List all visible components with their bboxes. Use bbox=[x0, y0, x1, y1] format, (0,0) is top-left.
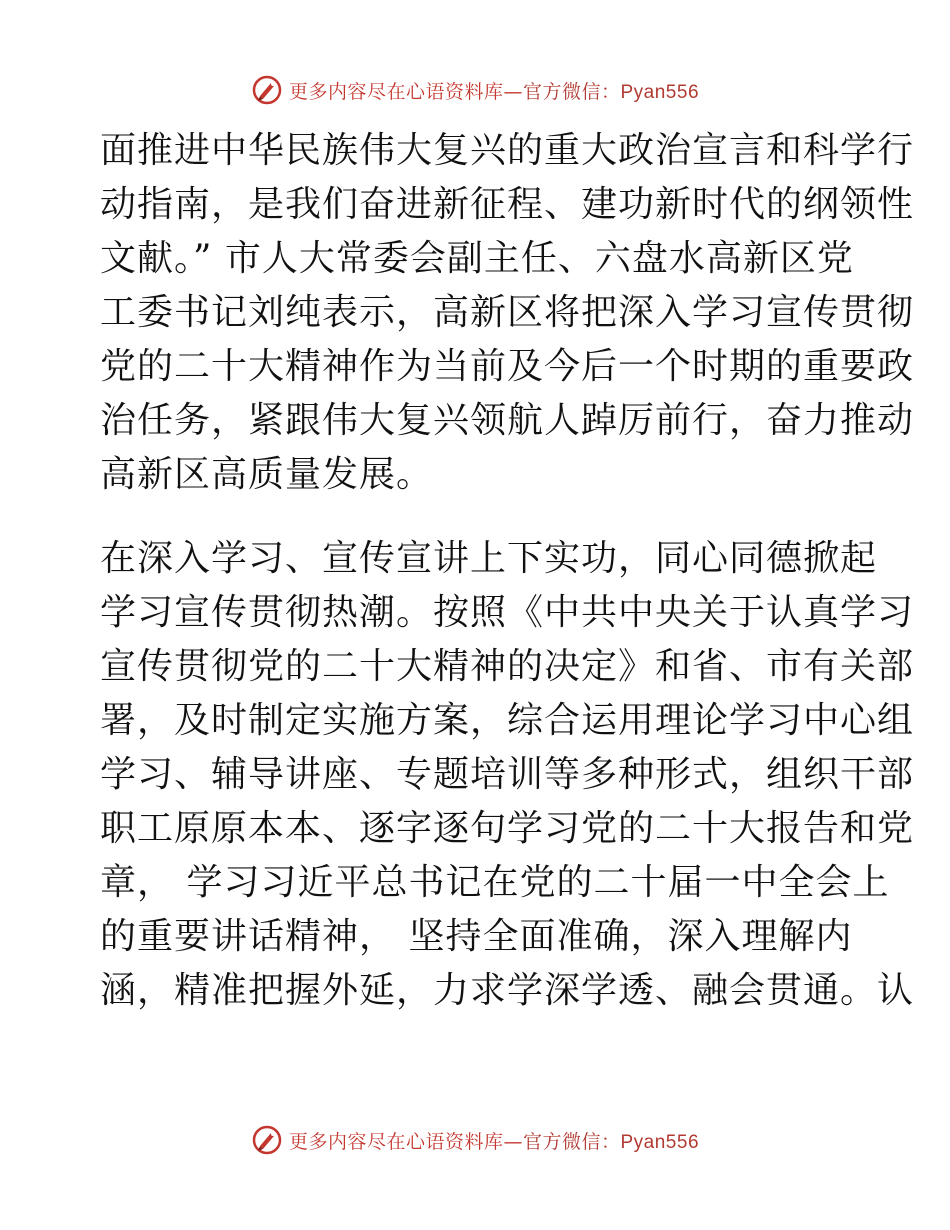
text-line: 学习宣传贯彻热潮。按照《中共中央关于认真学习 bbox=[100, 592, 915, 633]
text-line: 章， 学习习近平总书记在党的二十届一中全会上 bbox=[100, 862, 890, 903]
header-banner bbox=[0, 70, 950, 110]
text-line: 署，及时制定实施方案，综合运用理论学习中心组 bbox=[100, 700, 915, 741]
footer-banner bbox=[0, 1120, 950, 1160]
text-line: 在深入学习、宣传宣讲上下实功，同心同德掀起 bbox=[100, 538, 878, 579]
pen-logo-icon bbox=[251, 1124, 283, 1156]
text-line: 宣传贯彻党的二十大精神的决定》和省、市有关部 bbox=[100, 646, 915, 687]
banner-prefix: 更多内容尽在心语资料库— bbox=[288, 80, 523, 103]
text-line: 职工原原本本、逐字逐句学习党的二十大报告和党 bbox=[100, 808, 915, 849]
banner-text bbox=[289, 1127, 699, 1154]
text-line: 工委书记刘纯表示，高新区将把深入学习宣传贯彻 bbox=[100, 292, 915, 333]
text-line: 面推进中华民族伟大复兴的重大政治宣言和科学行 bbox=[100, 130, 915, 171]
text-line: 学习、辅导讲座、专题培训等多种形式，组织干部 bbox=[100, 754, 915, 795]
banner-prefix: 更多内容尽在心语资料库— bbox=[288, 1130, 523, 1153]
document-body bbox=[100, 124, 915, 1018]
text-line: 的重要讲话精神， 坚持全面准确，深入理解内 bbox=[100, 916, 853, 957]
banner-wechat-id: Pyan556 bbox=[620, 81, 700, 103]
paragraph-1 bbox=[100, 124, 915, 502]
text-line: 文献。” 市人大常委会副主任、六盘水高新区党 bbox=[100, 238, 854, 279]
text-line: 动指南，是我们奋进新征程、建功新时代的纲领性 bbox=[100, 184, 915, 225]
banner-wechat-id: Pyan556 bbox=[620, 1131, 700, 1153]
banner-text bbox=[289, 77, 699, 104]
banner-wechat-label: 官方微信： bbox=[522, 1130, 621, 1153]
text-line: 涵，精准把握外延，力求学深学透、融会贯通。认 bbox=[100, 970, 915, 1011]
text-line: 高新区高质量发展。 bbox=[100, 454, 434, 495]
text-line: 治任务，紧跟伟大复兴领航人踔厉前行，奋力推动 bbox=[100, 400, 915, 441]
paragraph-2 bbox=[100, 532, 915, 1018]
text-line: 党的二十大精神作为当前及今后一个时期的重要政 bbox=[100, 346, 915, 387]
pen-logo-icon bbox=[251, 74, 283, 106]
banner-wechat-label: 官方微信： bbox=[522, 80, 621, 103]
